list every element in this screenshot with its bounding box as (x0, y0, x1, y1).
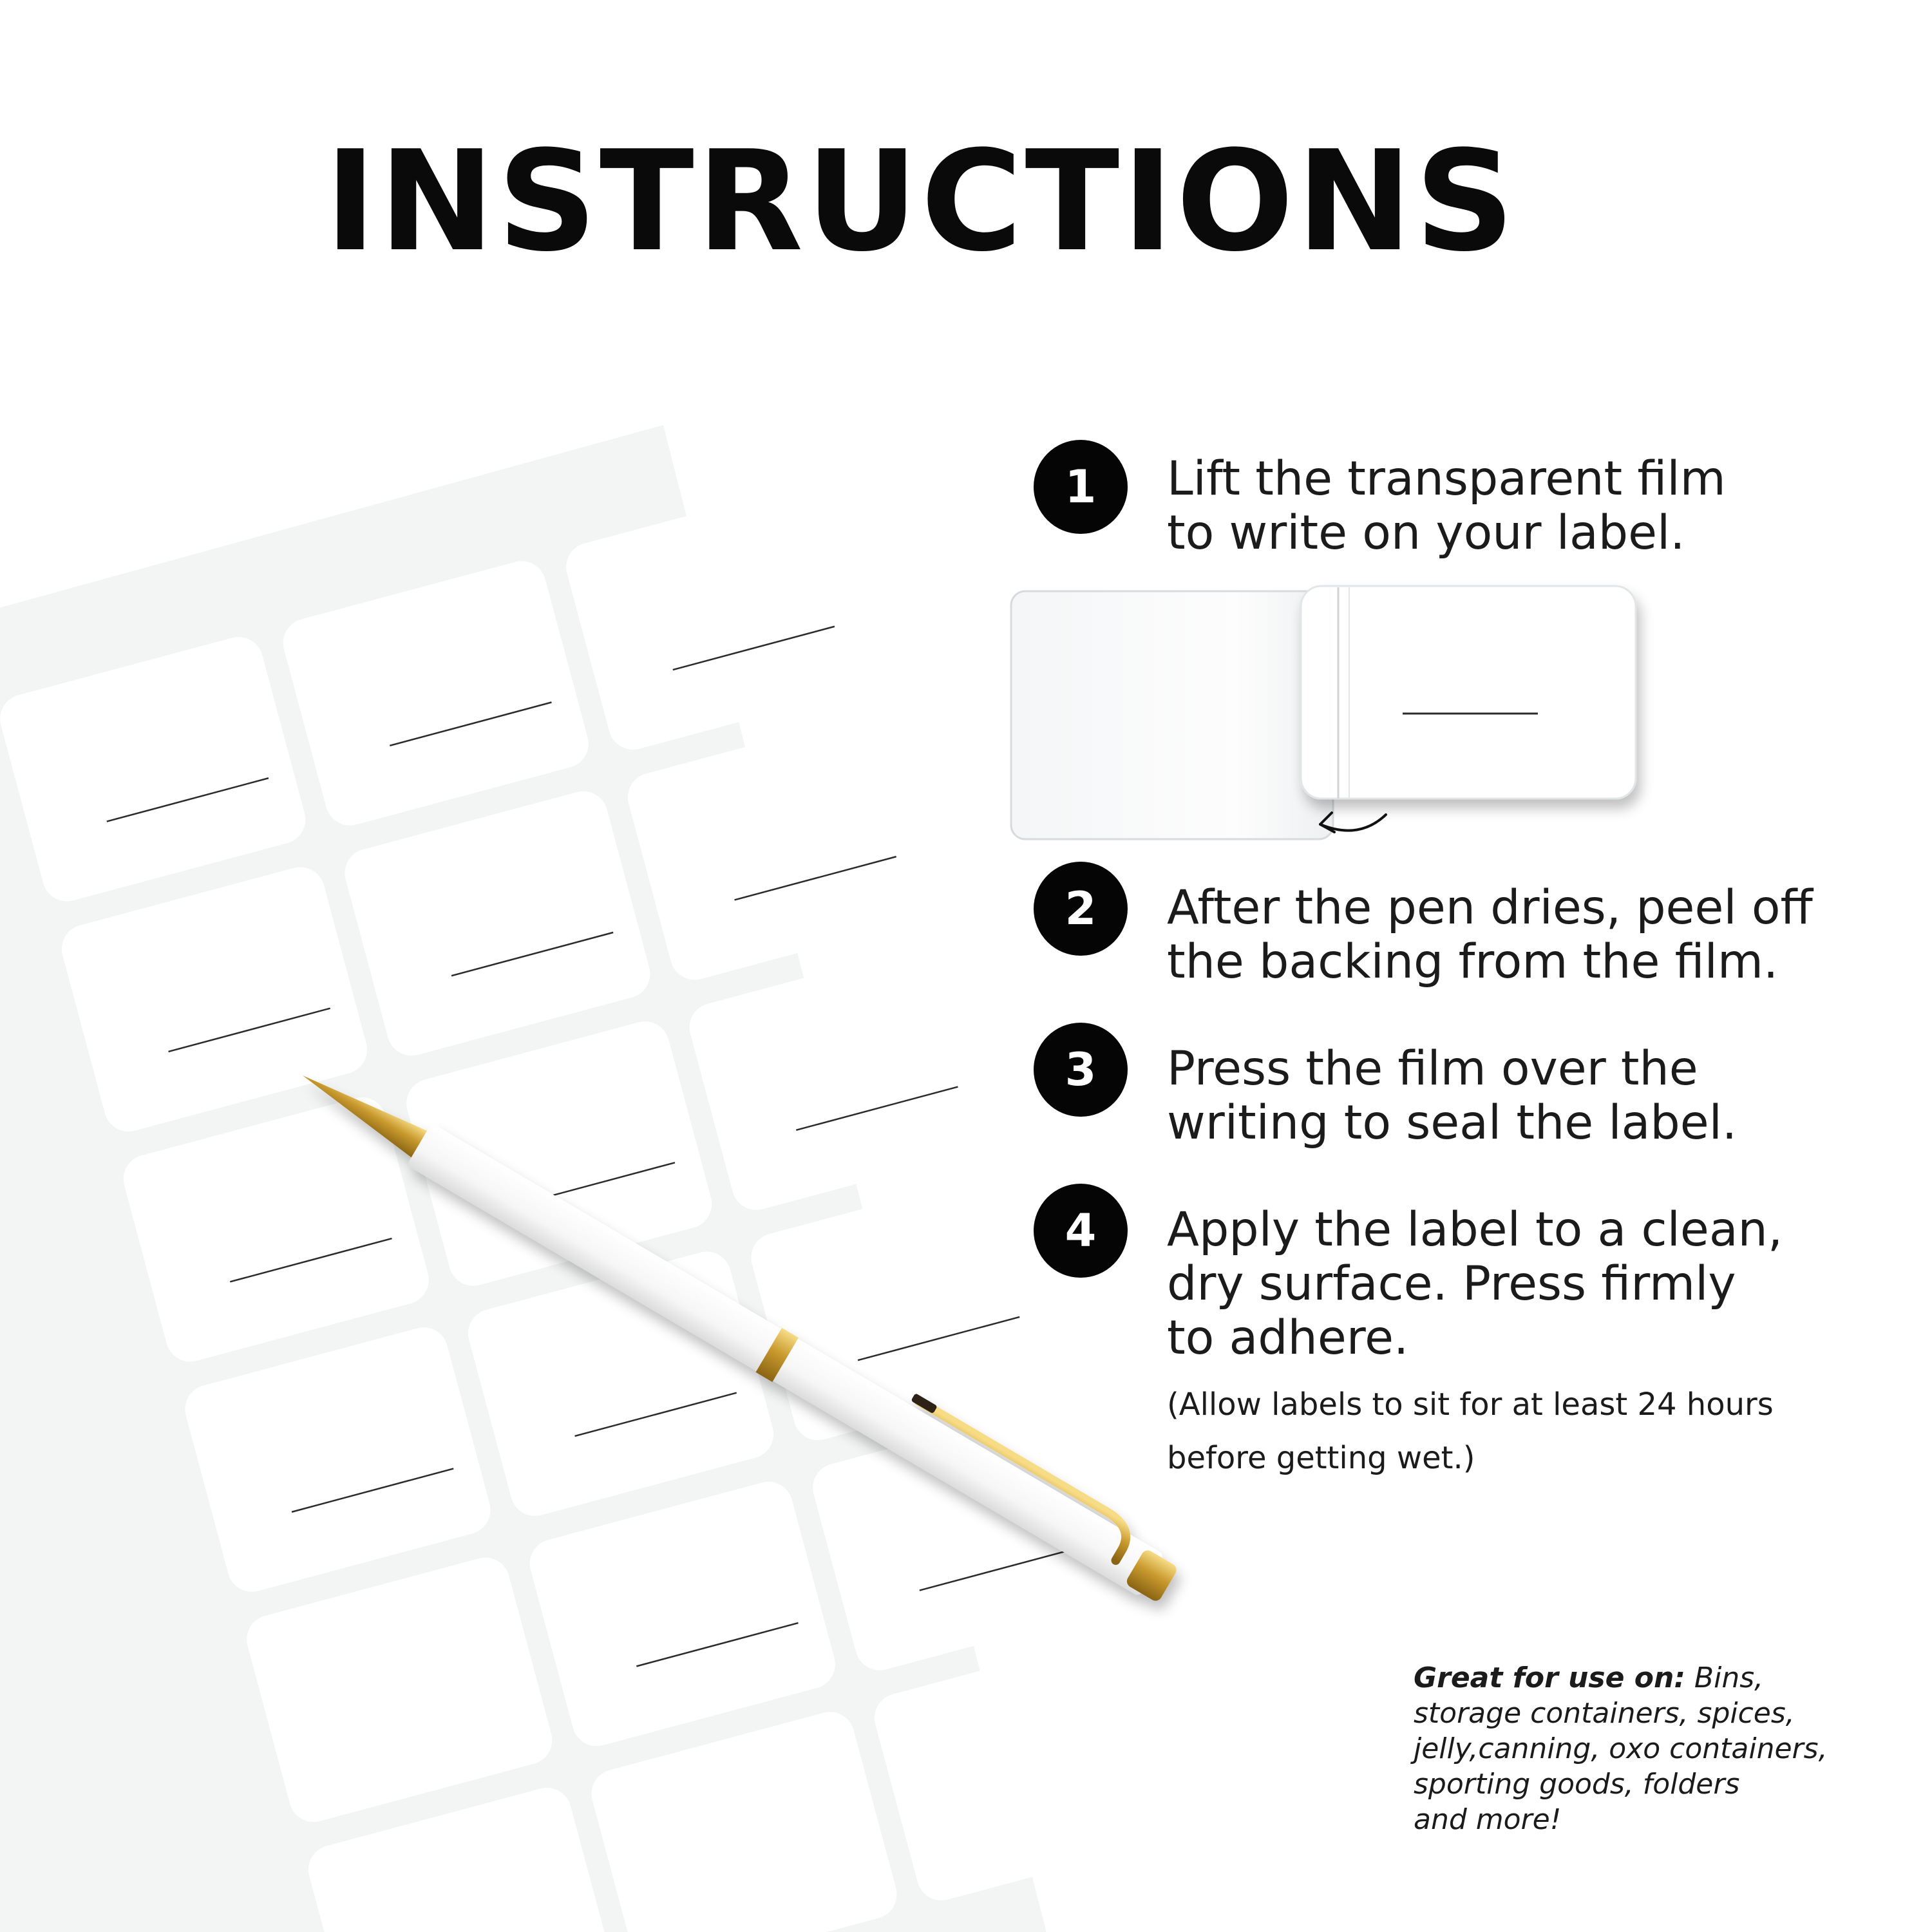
usage-line-5: and more! (1414, 1803, 1562, 1836)
step-4-line-1: Apply the label to a clean, (1167, 1202, 1783, 1257)
step-4-line-3: to adhere. (1167, 1311, 1409, 1365)
step-1-line-1: Lift the transparent film (1167, 451, 1726, 506)
usage-lead: Great for use on: (1414, 1662, 1685, 1694)
page-title: INSTRUCTIONS (325, 120, 1517, 282)
step-4-badge: 4 (1034, 1184, 1128, 1278)
note-line-2: before getting wet.) (1167, 1440, 1475, 1476)
step-2-badge: 2 (1034, 862, 1128, 956)
step-1-line-2: to write on your label. (1167, 506, 1685, 560)
usage-line-1 (1414, 1660, 1922, 1696)
step-2-text (1167, 881, 1895, 989)
note-line-1: (Allow labels to sit for at least 24 hours (1167, 1387, 1774, 1423)
label-sheet-illustration (0, 425, 1186, 1932)
step-2-line-2: the backing from the film. (1167, 934, 1779, 989)
usage-line-1-rest: Bins, (1685, 1662, 1764, 1694)
step-3-line-1: Press the film over the (1167, 1041, 1698, 1096)
step-3-badge: 3 (1034, 1023, 1128, 1117)
step-1-badge: 1 (1034, 440, 1128, 534)
usage-text (1414, 1660, 1922, 1837)
step-4-line-2: dry surface. Press firmly (1167, 1256, 1736, 1311)
usage-line-2: storage containers, spices, (1414, 1697, 1795, 1730)
step-3-line-2: writing to seal the label. (1167, 1095, 1738, 1150)
usage-line-4: sporting goods, folders (1414, 1768, 1740, 1801)
step-2-line-1: After the pen dries, peel off (1167, 880, 1813, 935)
drying-note (1167, 1378, 1875, 1485)
peel-label-illustration (1011, 586, 1636, 839)
step-4-text (1167, 1203, 1895, 1365)
usage-line-3: jelly,canning, oxo containers, (1414, 1732, 1828, 1765)
step-3-text (1167, 1042, 1895, 1150)
step-1-text (1167, 452, 1895, 560)
